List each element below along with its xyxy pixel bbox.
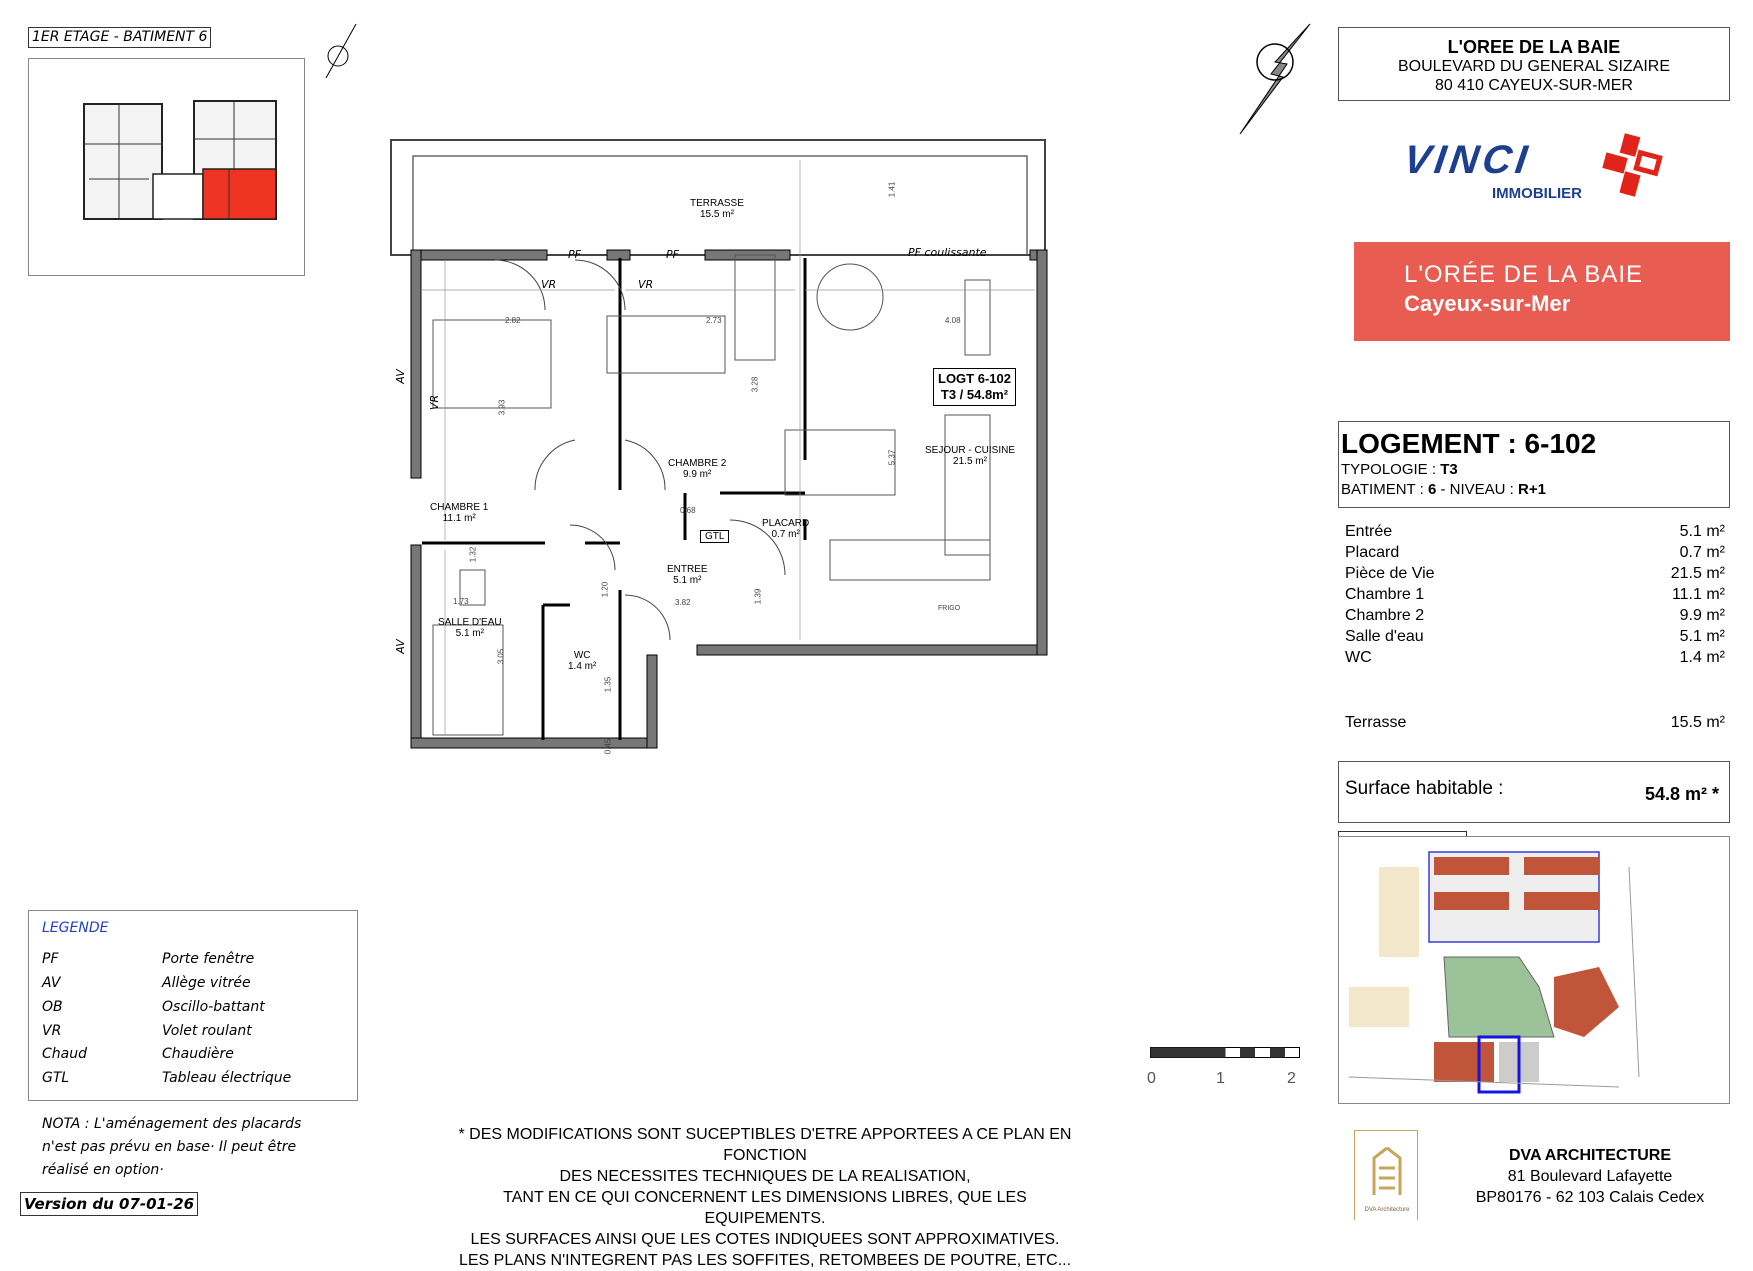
- legend-code: AV: [42, 975, 61, 991]
- floor-plan: [385, 130, 1135, 780]
- scale-tick-1: 1: [1216, 1070, 1225, 1087]
- disclaimer-line: LES PLANS N'INTEGRENT PAS LES SOFFITES, RETOMBEES DE POUTRE, ETC...: [458, 1252, 1072, 1269]
- nota-line: n'est pas prévu en base· Il peut être: [42, 1139, 297, 1155]
- building-icon: [1369, 1143, 1405, 1198]
- frigo-label: FRIGO: [938, 605, 961, 612]
- legend-desc: Chaudière: [162, 1046, 234, 1062]
- dim-label: 1.20: [600, 581, 610, 598]
- scale-tick-0: 0: [1147, 1070, 1156, 1087]
- disclaimer-line: LES SURFACES AINSI QUE LES COTES INDIQUEES SONT APPROXIMATIVES.: [470, 1231, 1060, 1248]
- room-label-chambre-2: CHAMBRE 2 9.9 m²: [668, 458, 727, 480]
- dim-label: 3.28: [750, 376, 760, 393]
- dim-label: 1.32: [468, 546, 478, 563]
- dim-label: 3.93: [497, 399, 507, 416]
- legend-code: PF: [42, 951, 59, 967]
- legend-code: VR: [42, 1023, 62, 1039]
- disclaimer: [450, 1124, 1080, 1271]
- room-label-sejour: SEJOUR - CUISINE 21.5 m²: [925, 445, 1016, 467]
- surface-row: WC 1.4 m²: [1345, 649, 1725, 666]
- unit-title: LOGEMENT : 6-102: [1341, 428, 1597, 459]
- disclaimer-line: DES NECESSITES TECHNIQUES DE LA REALISATION,: [559, 1168, 971, 1185]
- project-banner: [1354, 242, 1730, 341]
- disclaimer-line: TANT EN CE QUI CONCERNENT LES DIMENSIONS LIBRES, QUE LES EQUIPEMENTS.: [503, 1189, 1027, 1227]
- banner-subtitle: Cayeux-sur-Mer: [1404, 291, 1571, 316]
- vr-label-1: VR: [541, 278, 557, 291]
- vinci-cross-icon: [1602, 133, 1662, 198]
- architect-address-1: 81 Boulevard Lafayette: [1507, 1168, 1673, 1185]
- version-label: Version du 07-01-26: [20, 1192, 198, 1216]
- dim-label: 1.41: [887, 181, 897, 198]
- logt-label: LOGT 6-102 T3 / 54.8m²: [933, 368, 1016, 406]
- dim-label: 1.73: [453, 597, 469, 606]
- project-address-2: 80 410 CAYEUX-SUR-MER: [1435, 77, 1633, 94]
- site-plan-map: [1338, 836, 1730, 1104]
- architect-block: [1455, 1145, 1725, 1208]
- north-arrow-large-icon: [1235, 22, 1315, 137]
- legend-desc: Volet roulant: [162, 1023, 252, 1039]
- surface-row: Chambre 2 9.9 m²: [1345, 607, 1725, 624]
- dim-label: 3.82: [675, 598, 691, 607]
- surface-row: Chambre 1 11.1 m²: [1345, 586, 1725, 603]
- vinci-wordmark: VINCI: [1400, 138, 1534, 182]
- dim-label: 1.39: [753, 588, 763, 605]
- gtl-label: GTL: [700, 530, 729, 543]
- project-name: L'OREE DE LA BAIE: [1447, 37, 1621, 57]
- dim-label: 1.35: [603, 676, 613, 693]
- dva-logo: [1354, 1130, 1418, 1220]
- dim-label: 0.45: [603, 738, 613, 755]
- vr-label-2: VR: [638, 278, 654, 291]
- nota-line: réalisé en option·: [42, 1162, 164, 1178]
- dim-label: 4.08: [945, 316, 961, 325]
- dim-label: 5.37: [887, 449, 897, 466]
- floor-label: 1ER ETAGE - BATIMENT 6: [28, 27, 211, 48]
- surface-row: Pièce de Vie 21.5 m²: [1345, 565, 1725, 582]
- unit-typologie: TYPOLOGIE : T3: [1341, 461, 1458, 478]
- room-label-chambre-1: CHAMBRE 1 11.1 m²: [430, 502, 489, 524]
- surface-row: Placard 0.7 m²: [1345, 544, 1725, 561]
- dim-label: 2.82: [505, 316, 521, 325]
- vinci-logo: [1402, 133, 1662, 203]
- surface-row: Salle d'eau 5.1 m²: [1345, 628, 1725, 645]
- key-plan: [28, 58, 305, 276]
- banner-title: L'ORÉE DE LA BAIE: [1404, 261, 1644, 288]
- nota-line: NOTA : L'aménagement des placards: [42, 1116, 302, 1132]
- project-address-1: BOULEVARD DU GENERAL SIZAIRE: [1397, 58, 1671, 75]
- room-label-salle-deau: SALLE D'EAU 5.1 m²: [438, 617, 502, 639]
- legend-desc: Allège vitrée: [162, 975, 251, 991]
- vr-label-3: VR: [428, 394, 442, 411]
- dva-logo-caption: DVA Architecture: [1364, 1207, 1410, 1213]
- dim-label: 3.05: [496, 648, 506, 665]
- unit-info: [1338, 421, 1730, 508]
- surface-habitable: [1338, 761, 1730, 823]
- room-label-entree: ENTREE 5.1 m²: [667, 564, 708, 586]
- pf-label-2: PF: [666, 248, 679, 261]
- legend-code: Chaud: [42, 1046, 87, 1062]
- surface-habitable-value: 54.8 m² *: [1644, 784, 1719, 804]
- legend-title: LEGENDE: [42, 920, 109, 936]
- legend-desc: Tableau électrique: [162, 1070, 292, 1086]
- legend: [28, 910, 358, 1101]
- north-arrow-small-icon: [318, 22, 358, 82]
- room-label-terrasse: TERRASSE 15.5 m²: [690, 198, 744, 220]
- unit-batiment: BATIMENT : 6 - NIVEAU : R+1: [1341, 481, 1546, 498]
- scale-bar: [1150, 1047, 1300, 1059]
- disclaimer-line: * DES MODIFICATIONS SONT SUCEPTIBLES D'ETRE APPORTEES A CE PLAN EN FONCTION: [458, 1126, 1072, 1164]
- legend-code: OB: [42, 999, 63, 1015]
- dim-label: 2.73: [706, 316, 722, 325]
- surface-row: Entrée 5.1 m²: [1345, 523, 1725, 540]
- pf-coulissante-label: PF coulissante: [908, 246, 987, 259]
- legend-code: GTL: [42, 1070, 70, 1086]
- pf-label-1: PF: [568, 248, 581, 261]
- legend-desc: Porte fenêtre: [162, 951, 255, 967]
- surface-habitable-label: Surface habitable :: [1345, 778, 1504, 799]
- legend-desc: Oscillo-battant: [162, 999, 265, 1015]
- dim-label: 0.68: [680, 506, 696, 515]
- av-label-2: AV: [393, 639, 407, 654]
- room-label-wc: WC 1.4 m²: [568, 650, 597, 672]
- architect-name: DVA ARCHITECTURE: [1508, 1147, 1672, 1164]
- vinci-subtitle: IMMOBILIER: [1492, 185, 1582, 202]
- av-label-1: AV: [393, 369, 407, 384]
- room-label-placard: PLACARD 0.7 m²: [762, 518, 810, 540]
- architect-address-2: BP80176 - 62 103 Calais Cedex: [1475, 1189, 1705, 1206]
- scale-tick-2: 2: [1287, 1070, 1296, 1087]
- terrasse-row: Terrasse 15.5 m²: [1345, 714, 1725, 731]
- project-header: [1338, 27, 1730, 101]
